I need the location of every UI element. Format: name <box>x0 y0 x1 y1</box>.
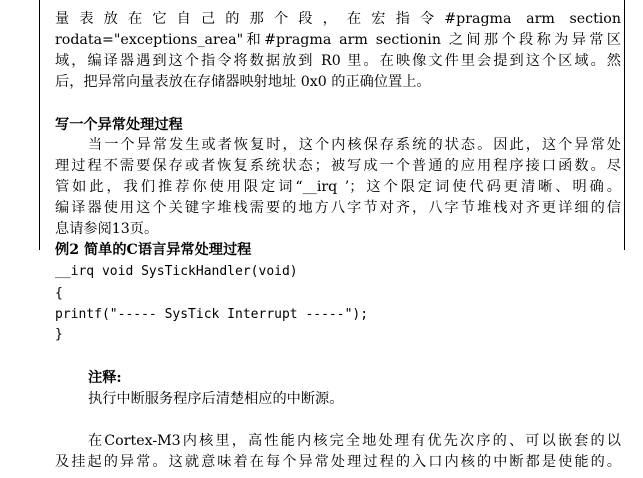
section-heading: 写一个异常处理过程 <box>55 117 183 133</box>
paragraph-line: rodata="exceptions_area"和#pragma arm sectionin 之间那个段称为异常区 <box>55 32 621 48</box>
right-border-line <box>624 0 625 250</box>
left-border-line <box>39 0 40 250</box>
paragraph-line: 域，编译器遇到这个指令将数据放到 R0 里。在映像文件里会提到这个区域。然 <box>55 53 621 69</box>
section-line: 管如此，我们推荐你使用限定词“__irq ’；这个限定词使代码更清晰、明确。 <box>55 179 621 195</box>
paragraph-line: 在Cortex-M3内核里，高性能内核完全地处理有优先次序的、可以嵌套的以 <box>88 433 621 449</box>
note-text: 执行中断服务程序后清楚相应的中断源。 <box>88 391 344 407</box>
note-heading: 注释: <box>88 370 122 386</box>
code-line: } <box>55 327 63 342</box>
paragraph-line: 量表放在它自己的那个段，在宏指令#pragma arm section <box>55 11 621 27</box>
section-line: 编译器使用这个关键字堆栈需要的地方八字节对齐，八字节堆栈对齐更详细的信 <box>55 200 621 216</box>
section-line: 息请参阅13页。 <box>55 221 159 237</box>
paragraph-line: 后，把异常向量表放在存储器映射地址 0x0 的正确位置上。 <box>55 74 431 90</box>
code-line: { <box>55 286 63 301</box>
paragraph-line: 及挂起的异常。这就意味着在每个异常处理过程的入口内核的中断都是使能的。 <box>55 454 621 470</box>
example-heading: 例2 简单的C语言异常处理过程 <box>55 242 252 258</box>
section-line: 理过程不需要保存或者恢复系统状态；被写成一个普通的应用程序接口函数。尽 <box>55 158 621 174</box>
code-line: __irq void SysTickHandler(void) <box>55 264 298 279</box>
section-line: 当一个异常发生或者恢复时，这个内核保存系统的状态。因此，这个异常处 <box>88 137 621 153</box>
code-line: printf("----- SysTick Interrupt -----"); <box>55 307 369 322</box>
